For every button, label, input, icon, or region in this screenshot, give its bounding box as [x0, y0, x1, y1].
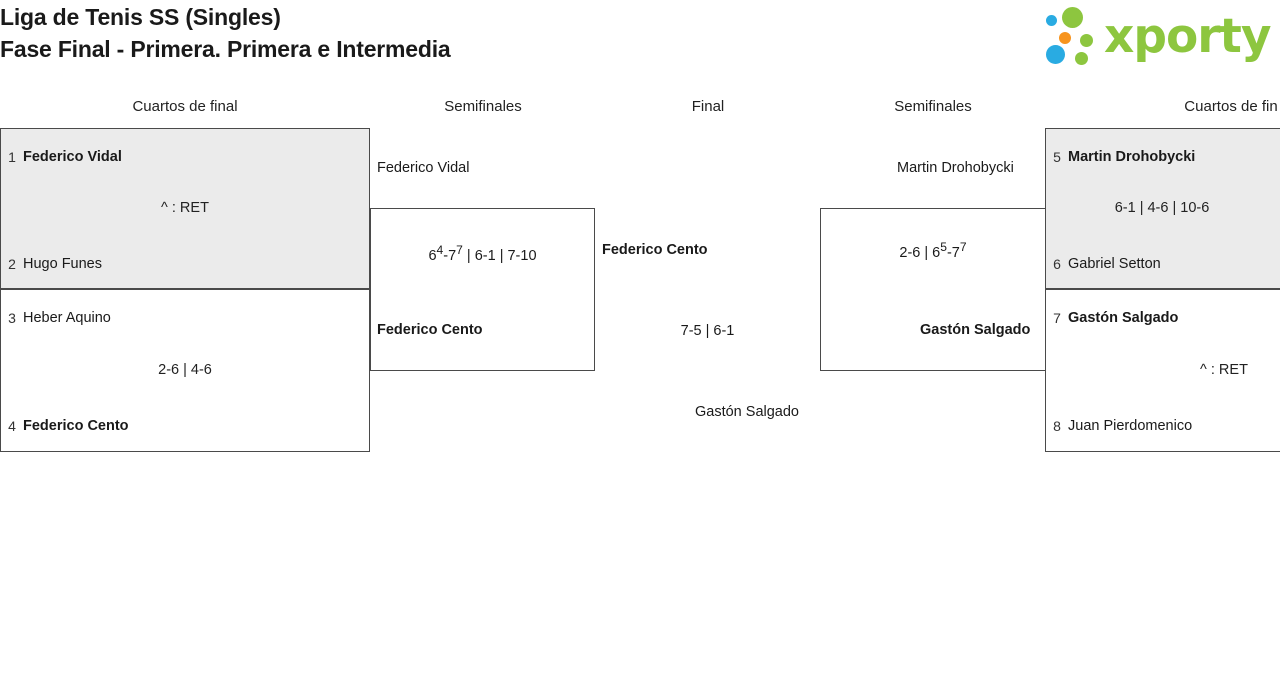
- logo-dots-icon: [1046, 7, 1106, 65]
- semifinal-right-score: [820, 240, 1046, 261]
- match-box-semifinal-right[interactable]: [820, 208, 1046, 371]
- semifinal-left-score: [370, 243, 595, 264]
- qf1-player-2-seed: 2: [8, 256, 16, 272]
- qf1-player-1-name: Federico Vidal: [23, 149, 122, 165]
- round-label-semifinales-right: Semifinales: [894, 98, 972, 115]
- qf2-score: 2-6 | 4-6: [158, 362, 212, 378]
- qf3-player-1-seed: 5: [1053, 149, 1061, 165]
- semifinal-right-player-2-name: Gastón Salgado: [920, 322, 1031, 338]
- semifinal-left-player-1-name: Federico Vidal: [377, 160, 470, 176]
- round-label-cuartos-left: Cuartos de final: [132, 98, 238, 115]
- round-label-final: Final: [691, 98, 725, 115]
- xporty-logo: [1046, 3, 1276, 69]
- qf4-player-1-name: Gastón Salgado: [1068, 310, 1179, 326]
- match-box-qf4[interactable]: [1045, 289, 1280, 452]
- qf4-player-2: [1046, 415, 1280, 437]
- semifinal-right-player-1-name: Martin Drohobycki: [897, 160, 1014, 176]
- qf4-player-1-seed: 7: [1053, 310, 1061, 326]
- qf3-player-2-name: Gabriel Setton: [1068, 256, 1161, 272]
- qf4-player-1: [1046, 307, 1280, 329]
- sf-right-score-b: -7: [946, 244, 960, 261]
- match-box-qf2[interactable]: [0, 289, 370, 452]
- semifinal-left-player-2-name: Federico Cento: [377, 322, 483, 338]
- match-box-semifinal-left[interactable]: [370, 208, 595, 371]
- qf3-score: 6-1 | 4-6 | 10-6: [1114, 200, 1210, 216]
- sf-left-score-a-tiebreak: 4: [436, 243, 444, 257]
- sf-left-score-a: 6: [428, 247, 437, 264]
- qf2-player-1: [1, 307, 369, 329]
- qf1-player-1: [1, 146, 369, 168]
- qf3-player-2-seed: 6: [1053, 256, 1061, 272]
- final-player-2-name: Gastón Salgado: [695, 404, 799, 420]
- sf-left-score-b-tiebreak: 7: [456, 243, 463, 257]
- qf4-player-2-name: Juan Pierdomenico: [1068, 418, 1193, 434]
- page-header: [0, 0, 1280, 80]
- qf2-player-1-seed: 3: [8, 310, 16, 326]
- qf3-player-2: [1046, 253, 1280, 275]
- sf-right-score-a: 2-6 | 6: [899, 244, 941, 261]
- final-player-1-name: Federico Cento: [602, 242, 708, 258]
- match-box-qf1[interactable]: [0, 128, 370, 289]
- qf2-player-1-name: Heber Aquino: [23, 310, 111, 326]
- qf2-player-2-name: Federico Cento: [23, 418, 129, 434]
- final-score: 7-5 | 6-1: [680, 323, 735, 339]
- sf-left-score-rest: | 6-1 | 7-10: [462, 247, 537, 264]
- qf2-player-2-seed: 4: [8, 418, 16, 434]
- qf4-score: ^ : RET: [1200, 362, 1248, 378]
- round-label-cuartos-right: Cuartos de fin: [1184, 98, 1278, 115]
- round-label-semifinales-left: Semifinales: [444, 98, 522, 115]
- match-box-qf3[interactable]: [1045, 128, 1280, 289]
- qf1-player-1-seed: 1: [8, 149, 16, 165]
- sf-left-score-b: -7: [443, 247, 457, 264]
- qf2-player-2: [1, 415, 369, 437]
- qf1-player-2-name: Hugo Funes: [23, 256, 102, 272]
- title-line-2: Fase Final - Primera. Primera e Intermedia: [0, 36, 451, 62]
- sf-right-score-a-tiebreak: 5: [940, 240, 947, 254]
- sf-right-score-b-tiebreak: 7: [959, 240, 967, 254]
- qf4-player-2-seed: 8: [1053, 418, 1061, 434]
- qf3-player-1-name: Martin Drohobycki: [1068, 149, 1196, 165]
- qf1-player-2: [1, 253, 369, 275]
- title-line-1: Liga de Tenis SS (Singles): [0, 4, 281, 30]
- qf1-score: ^ : RET: [161, 200, 209, 216]
- qf3-player-1: [1046, 146, 1280, 168]
- logo-wordmark: xporty: [1104, 9, 1271, 64]
